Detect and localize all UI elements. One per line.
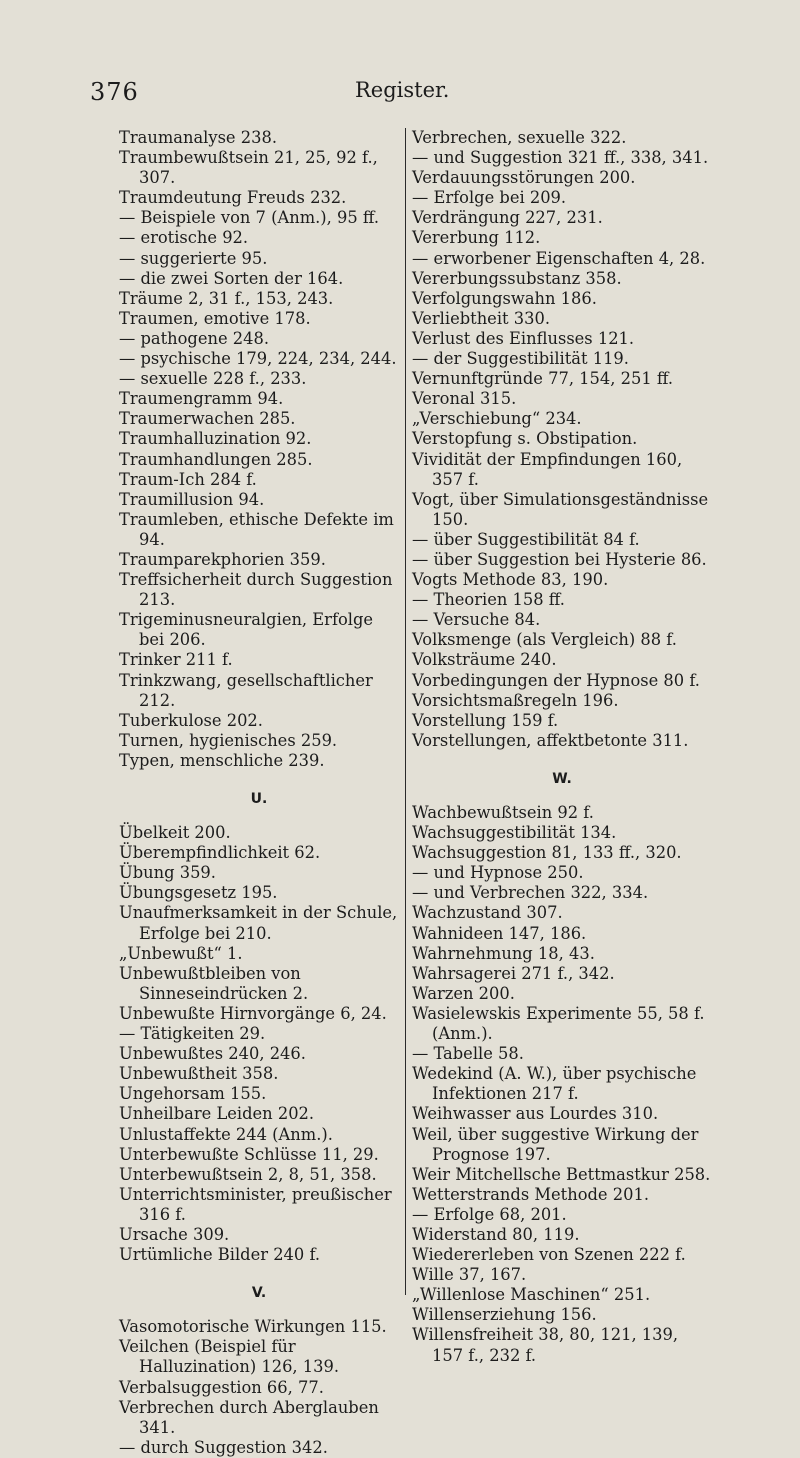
index-entry: Unbewußte Hirnvorgänge 6, 24.	[119, 1003, 387, 1023]
section-letter-v: V.	[251, 1285, 267, 1302]
index-entry: Willensfreiheit 38, 80, 121, 139, 157 f., 232 f.	[412, 1325, 679, 1365]
index-entry: Traumengramm 94.	[119, 389, 284, 409]
index-entry: — Versuche 84.	[412, 610, 541, 630]
index-entry: Vogt, über Simulationsgeständnisse 150.	[412, 489, 709, 529]
index-entry: Unbewußtes 240, 246.	[119, 1044, 306, 1064]
section-letter-w: W.	[552, 770, 572, 787]
index-entry: „Willenlose Maschinen“ 251.	[412, 1285, 651, 1305]
index-column-right	[412, 128, 712, 1366]
index-entry: Unlustaffekte 244 (Anm.).	[119, 1124, 333, 1144]
index-entry: — psychische 179, 224, 234, 244.	[119, 349, 397, 369]
index-entry: Träume 2, 31 f., 153, 243.	[119, 288, 334, 308]
index-entry: Volksmenge (als Vergleich) 88 f.	[412, 630, 677, 650]
index-entry: Veronal 315.	[412, 389, 517, 409]
index-entry: Übung 359.	[119, 863, 216, 883]
index-entry: Wahrnehmung 18, 43.	[412, 943, 595, 963]
index-column-left	[119, 128, 399, 1458]
index-entry: Willenserziehung 156.	[412, 1305, 597, 1325]
index-entry: Unterbewußtsein 2, 8, 51, 358.	[119, 1164, 377, 1184]
index-entry: Traumleben, ethische Defekte im 94.	[119, 509, 394, 549]
index-entry: Wedekind (A. W.), über psychische Infektionen 217 f.	[412, 1064, 697, 1104]
index-entry: Weihwasser aus Lourdes 310.	[412, 1104, 659, 1124]
index-group-v	[119, 1317, 399, 1458]
index-entry: Unterbewußte Schlüsse 11, 29.	[119, 1144, 379, 1164]
index-entry: — über Suggestion bei Hysterie 86.	[412, 549, 707, 569]
index-entry: Wetterstrands Methode 201.	[412, 1184, 649, 1204]
index-entry: — sexuelle 228 f., 233.	[119, 369, 307, 389]
index-entry: — pathogene 248.	[119, 328, 270, 348]
index-entry: Überempfindlichkeit 62.	[119, 843, 321, 863]
index-entry: Traumillusion 94.	[119, 489, 265, 509]
index-entry: Traumerwachen 285.	[119, 409, 296, 429]
index-entry: — der Suggestibilität 119.	[412, 349, 629, 369]
index-entry: Wahrsagerei 271 f., 342.	[412, 963, 615, 983]
index-entry: Unterrichtsminister, preußischer 316 f.	[119, 1184, 392, 1224]
index-entry: Wachsuggestibilität 134.	[412, 823, 617, 843]
index-entry: Treffsicherheit durch Suggestion 213.	[119, 570, 393, 610]
index-entry: — Tätigkeiten 29.	[119, 1024, 266, 1044]
index-group-u	[119, 823, 399, 1265]
index-entry: Vorstellungen, affektbetonte 311.	[412, 730, 689, 750]
index-entry: Übungsgesetz 195.	[119, 883, 278, 903]
index-entry: Wachzustand 307.	[412, 903, 563, 923]
index-entry: — durch Suggestion 342.	[119, 1437, 328, 1457]
index-entry: Wahnideen 147, 186.	[412, 923, 587, 943]
index-entry: Verlust des Einflusses 121.	[412, 328, 635, 348]
index-entry: Unbewußtbleiben von Sinneseindrücken 2.	[119, 963, 309, 1003]
index-entry: Unheilbare Leiden 202.	[119, 1104, 315, 1124]
index-entry: Verdauungsstörungen 200.	[412, 168, 636, 188]
index-entry: Traumdeutung Freuds 232.	[119, 188, 347, 208]
index-entry: — und Suggestion 321 ff., 338, 341.	[412, 148, 709, 168]
index-entry: Verfolgungswahn 186.	[412, 288, 597, 308]
index-entry: Verbalsuggestion 66, 77.	[119, 1377, 324, 1397]
index-group-w	[412, 803, 712, 1366]
index-entry: Wachbewußtsein 92 f.	[412, 803, 594, 822]
index-entry: Trigeminusneuralgien, Erfolge bei 206.	[119, 610, 374, 650]
index-entry: Traumbewußtsein 21, 25, 92 f., 307.	[119, 148, 378, 188]
running-head: Register.	[355, 78, 450, 102]
index-group-t	[119, 128, 399, 771]
index-entry: Ursache 309.	[119, 1224, 230, 1244]
index-entry: Traumanalyse 238.	[119, 128, 277, 147]
index-entry: Vernunftgründe 77, 154, 251 ff.	[412, 369, 674, 389]
index-entry: Traumhandlungen 285.	[119, 449, 313, 469]
index-entry: — und Hypnose 250.	[412, 863, 584, 883]
index-entry: Urtümliche Bilder 240 f.	[119, 1245, 321, 1265]
index-entry: Traum-Ich 284 f.	[119, 469, 257, 489]
index-entry: Vorsichtsmaßregeln 196.	[412, 690, 619, 710]
index-entry: Warzen 200.	[412, 983, 515, 1003]
index-entry: Traumhalluzination 92.	[119, 429, 312, 449]
index-entry: „Unbewußt“ 1.	[119, 943, 243, 963]
index-entry: Turnen, hygienisches 259.	[119, 730, 338, 750]
index-entry: Vividität der Empfindungen 160, 357 f.	[412, 449, 683, 489]
index-group-v-cont	[412, 128, 712, 751]
index-entry: Traumen, emotive 178.	[119, 308, 311, 328]
index-entry: Übelkeit 200.	[119, 823, 231, 843]
index-entry: — Tabelle 58.	[412, 1044, 524, 1064]
index-entry: Verbrechen, sexuelle 322.	[412, 128, 627, 147]
index-entry: Tuberkulose 202.	[119, 710, 263, 730]
column-divider	[405, 128, 406, 1295]
index-entry: Veilchen (Beispiel für Halluzination) 126, 139.	[119, 1337, 340, 1377]
index-entry: Weir Mitchellsche Bettmastkur 258.	[412, 1164, 711, 1184]
index-entry: Wasielewskis Experimente 55, 58 f. (Anm.).	[412, 1003, 705, 1044]
index-entry: Verbrechen durch Aberglauben 341.	[119, 1397, 379, 1437]
index-entry: — Theorien 158 ff.	[412, 590, 565, 610]
index-entry: Vererbungssubstanz 358.	[412, 268, 622, 288]
index-entry: Volksträume 240.	[412, 650, 557, 670]
index-entry: Verstopfung s. Obstipation.	[412, 429, 638, 449]
index-entry: Trinkzwang, gesellschaftlicher 212.	[119, 670, 373, 710]
index-entry: Traumparekphorien 359.	[119, 549, 326, 569]
index-entry: Unbewußtheit 358.	[119, 1064, 279, 1084]
index-entry: Trinker 211 f.	[119, 650, 233, 670]
index-entry: Wachsuggestion 81, 133 ff., 320.	[412, 843, 682, 863]
index-entry: — über Suggestibilität 84 f.	[412, 529, 640, 549]
index-entry: Vogts Methode 83, 190.	[412, 570, 609, 590]
index-entry: „Verschiebung“ 234.	[412, 409, 582, 429]
section-letter-u: U.	[250, 791, 268, 807]
index-entry: Vorstellung 159 f.	[412, 710, 559, 730]
index-entry: — erworbener Eigenschaften 4, 28.	[412, 248, 706, 268]
index-entry: — Beispiele von 7 (Anm.), 95 ff.	[119, 208, 380, 228]
index-entry: — und Verbrechen 322, 334.	[412, 883, 649, 903]
index-entry: Widerstand 80, 119.	[412, 1224, 580, 1244]
index-entry: Unaufmerksamkeit in der Schule, Erfolge bei 210.	[119, 903, 398, 943]
index-entry: — suggerierte 95.	[119, 248, 268, 268]
index-entry: Typen, menschliche 239.	[119, 750, 325, 770]
index-entry: Vorbedingungen der Hypnose 80 f.	[412, 670, 700, 690]
page-header	[90, 78, 730, 108]
index-entry: Vasomotorische Wirkungen 115.	[119, 1317, 387, 1337]
index-entry: Weil, über suggestive Wirkung der Prognose 197.	[412, 1124, 699, 1164]
index-entry: Wille 37, 167.	[412, 1265, 527, 1285]
index-entry: Wiedererleben von Szenen 222 f.	[412, 1245, 686, 1265]
page-number: 376	[90, 78, 139, 106]
index-entry: — die zwei Sorten der 164.	[119, 268, 344, 288]
index-entry: — erotische 92.	[119, 228, 249, 248]
index-entry: — Erfolge bei 209.	[412, 188, 567, 208]
index-entry: Ungehorsam 155.	[119, 1084, 267, 1104]
index-entry: Verdrängung 227, 231.	[412, 208, 603, 228]
index-entry: — Erfolge 68, 201.	[412, 1204, 567, 1224]
index-entry: Verliebtheit 330.	[412, 308, 550, 328]
index-entry: Vererbung 112.	[412, 228, 541, 248]
